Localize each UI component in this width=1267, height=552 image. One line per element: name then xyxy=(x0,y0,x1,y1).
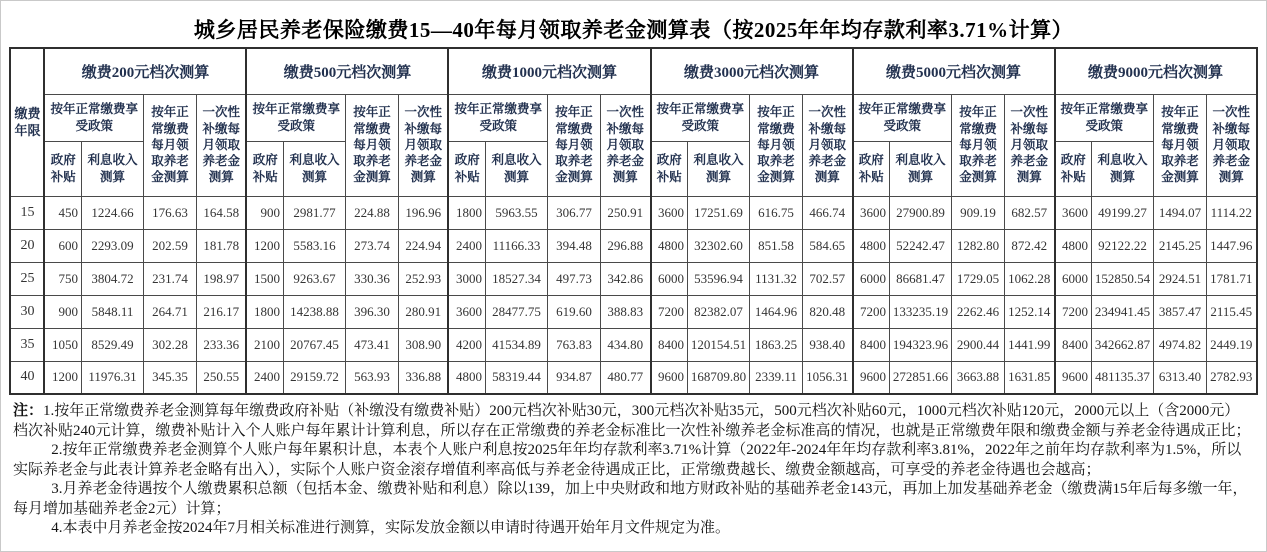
gov-subsidy-cell: 3000 xyxy=(448,262,485,295)
interest-income-cell: 234941.45 xyxy=(1092,295,1154,328)
note-prefix: 注： xyxy=(13,403,44,419)
monthly-pension-normal-cell: 2145.25 xyxy=(1154,229,1207,262)
interest-income-cell: 481135.37 xyxy=(1092,361,1154,394)
monthly-pension-lumpsum-cell: 388.83 xyxy=(600,295,650,328)
monthly-pension-normal-cell: 224.88 xyxy=(345,196,398,229)
policy-group-header: 按年正常缴费享受政策 xyxy=(651,94,750,141)
gov-subsidy-cell: 9600 xyxy=(1055,361,1092,394)
interest-income-header: 利息收入测算 xyxy=(81,141,143,196)
monthly-pension-lumpsum-cell: 164.58 xyxy=(196,196,246,229)
monthly-pension-lumpsum-cell: 196.96 xyxy=(398,196,448,229)
tier-header-5000: 缴费5000元档次测算 xyxy=(853,48,1055,94)
gov-subsidy-cell: 900 xyxy=(44,295,81,328)
interest-income-cell: 194323.96 xyxy=(890,328,952,361)
monthly-normal-header: 按年正常缴费每月领取养老金测算 xyxy=(1154,94,1207,196)
interest-income-header: 利息收入测算 xyxy=(485,141,547,196)
monthly-pension-normal-cell: 763.83 xyxy=(547,328,600,361)
gov-subsidy-cell: 1050 xyxy=(44,328,81,361)
monthly-lump-header: 一次性补缴每月领取养老金测算 xyxy=(398,94,448,196)
monthly-pension-normal-cell: 330.36 xyxy=(345,262,398,295)
gov-subsidy-cell: 7200 xyxy=(853,295,890,328)
interest-income-cell: 11976.31 xyxy=(81,361,143,394)
interest-income-cell: 133235.19 xyxy=(890,295,952,328)
table-row xyxy=(10,361,1256,394)
tier-header-3000: 缴费3000元档次测算 xyxy=(651,48,853,94)
monthly-pension-normal-cell: 563.93 xyxy=(345,361,398,394)
policy-group-header: 按年正常缴费享受政策 xyxy=(853,94,952,141)
policy-group-header: 按年正常缴费享受政策 xyxy=(246,94,345,141)
monthly-pension-lumpsum-cell: 584.65 xyxy=(803,229,853,262)
monthly-pension-lumpsum-cell: 1631.85 xyxy=(1005,361,1055,394)
gov-subsidy-cell: 4200 xyxy=(448,328,485,361)
monthly-lump-header: 一次性补缴每月领取养老金测算 xyxy=(1005,94,1055,196)
monthly-pension-normal-cell: 306.77 xyxy=(547,196,600,229)
gov-subsidy-cell: 1800 xyxy=(246,295,283,328)
monthly-pension-normal-cell: 6313.40 xyxy=(1154,361,1207,394)
monthly-pension-normal-cell: 396.30 xyxy=(345,295,398,328)
payment-years-cell: 40 xyxy=(10,361,44,394)
interest-income-cell: 9263.67 xyxy=(283,262,345,295)
monthly-pension-lumpsum-cell: 2782.93 xyxy=(1207,361,1257,394)
monthly-pension-lumpsum-cell: 252.93 xyxy=(398,262,448,295)
monthly-normal-header: 按年正常缴费每月领取养老金测算 xyxy=(952,94,1005,196)
interest-income-cell: 28477.75 xyxy=(485,295,547,328)
monthly-pension-normal-cell: 394.48 xyxy=(547,229,600,262)
interest-income-cell: 92122.22 xyxy=(1092,229,1154,262)
note-line-2: 2.按年正常缴费养老金测算个人账户每年累积计息，本表个人账户利息按2025年年均存款利率3.71%计算（2022年-2024年年均存款利率3.81%，2022年之前年均存款利率为1.5%，所以实际养老金与此表计算养老金略有出入），实际个人账户资金滚存增值利率高低与养老金待遇成正比，正常缴费越长、缴费金额越高，可享受的养老金待遇也会越高； xyxy=(13,442,1242,478)
interest-income-cell: 27900.89 xyxy=(890,196,952,229)
note-text-1: 1.按年正常缴费养老金测算每年缴费政府补贴（补缴没有缴费补贴）200元档次补贴30元，300元档次补贴35元，500元档次补贴60元，1000元档次补贴120元，2000元以上（含2000元）档次补贴240元计算，缴费补贴计入个人账户每年累计计算利息，所以存在正常缴费的养老金标准比一次性补缴养老金标准高的情况，也就是正常缴费年限和缴费金额与养老金待遇成正比； xyxy=(13,403,1251,439)
monthly-pension-lumpsum-cell: 1781.71 xyxy=(1207,262,1257,295)
gov-subsidy-cell: 450 xyxy=(44,196,81,229)
monthly-pension-normal-cell: 851.58 xyxy=(750,229,803,262)
interest-income-cell: 2293.09 xyxy=(81,229,143,262)
monthly-normal-header: 按年正常缴费每月领取养老金测算 xyxy=(143,94,196,196)
gov-subsidy-cell: 7200 xyxy=(1055,295,1092,328)
interest-income-cell: 5963.55 xyxy=(485,196,547,229)
interest-income-cell: 272851.66 xyxy=(890,361,952,394)
monthly-pension-lumpsum-cell: 820.48 xyxy=(803,295,853,328)
interest-income-cell: 82382.07 xyxy=(688,295,750,328)
monthly-pension-lumpsum-cell: 250.55 xyxy=(196,361,246,394)
monthly-pension-normal-cell: 2924.51 xyxy=(1154,262,1207,295)
interest-income-cell: 58319.44 xyxy=(485,361,547,394)
policy-group-header: 按年正常缴费享受政策 xyxy=(44,94,143,141)
interest-income-cell: 52242.47 xyxy=(890,229,952,262)
gov-subsidy-cell: 6000 xyxy=(651,262,688,295)
note-line-4: 4.本表中月养老金按2024年7月相关标准进行测算，实际发放金额以申请时待遇开始年月文件规定为准。 xyxy=(51,520,731,536)
table-header xyxy=(10,48,1256,196)
gov-subsidy-cell: 4800 xyxy=(448,361,485,394)
gov-subsidy-cell: 8400 xyxy=(1055,328,1092,361)
gov-subsidy-cell: 1500 xyxy=(246,262,283,295)
monthly-pension-normal-cell: 1282.80 xyxy=(952,229,1005,262)
payment-years-cell: 15 xyxy=(10,196,44,229)
tier-header-1000: 缴费1000元档次测算 xyxy=(448,48,650,94)
policy-group-header: 按年正常缴费享受政策 xyxy=(448,94,547,141)
interest-income-cell: 41534.89 xyxy=(485,328,547,361)
interest-income-cell: 53596.94 xyxy=(688,262,750,295)
monthly-normal-header: 按年正常缴费每月领取养老金测算 xyxy=(547,94,600,196)
monthly-pension-lumpsum-cell: 233.36 xyxy=(196,328,246,361)
pension-calculation-table xyxy=(9,47,1257,395)
monthly-pension-lumpsum-cell: 1056.31 xyxy=(803,361,853,394)
interest-income-cell: 342662.87 xyxy=(1092,328,1154,361)
monthly-pension-normal-cell: 302.28 xyxy=(143,328,196,361)
monthly-pension-lumpsum-cell: 872.42 xyxy=(1005,229,1055,262)
interest-income-cell: 86681.47 xyxy=(890,262,952,295)
gov-subsidy-cell: 3600 xyxy=(651,196,688,229)
interest-income-header: 利息收入测算 xyxy=(890,141,952,196)
monthly-lump-header: 一次性补缴每月领取养老金测算 xyxy=(196,94,246,196)
gov-subsidy-header: 政府补贴 xyxy=(1055,141,1092,196)
monthly-pension-normal-cell: 934.87 xyxy=(547,361,600,394)
monthly-pension-normal-cell: 1863.25 xyxy=(750,328,803,361)
monthly-pension-lumpsum-cell: 342.86 xyxy=(600,262,650,295)
gov-subsidy-cell: 4800 xyxy=(651,229,688,262)
gov-subsidy-cell: 9600 xyxy=(853,361,890,394)
interest-income-cell: 5583.16 xyxy=(283,229,345,262)
monthly-lump-header: 一次性补缴每月领取养老金测算 xyxy=(803,94,853,196)
note-line-1 xyxy=(13,402,1254,441)
gov-subsidy-header: 政府补贴 xyxy=(853,141,890,196)
gov-subsidy-cell: 9600 xyxy=(651,361,688,394)
gov-subsidy-cell: 3600 xyxy=(1055,196,1092,229)
monthly-lump-header: 一次性补缴每月领取养老金测算 xyxy=(1207,94,1257,196)
monthly-pension-lumpsum-cell: 682.57 xyxy=(1005,196,1055,229)
interest-income-header: 利息收入测算 xyxy=(283,141,345,196)
table-row xyxy=(10,262,1256,295)
interest-income-header: 利息收入测算 xyxy=(688,141,750,196)
footnotes xyxy=(13,402,1254,539)
gov-subsidy-header: 政府补贴 xyxy=(448,141,485,196)
monthly-pension-lumpsum-cell: 1062.28 xyxy=(1005,262,1055,295)
monthly-pension-normal-cell: 616.75 xyxy=(750,196,803,229)
note-line-3: 3.月养老金待遇按个人缴费累积总额（包括本金、缴费补贴和利息）除以139，加上中央财政和地方财政补贴的基础养老金143元，再加上加发基础养老金（缴费满15年后每多缴一年，每月增加基础养老金2元）计算； xyxy=(13,481,1248,517)
interest-income-cell: 2981.77 xyxy=(283,196,345,229)
monthly-pension-lumpsum-cell: 296.88 xyxy=(600,229,650,262)
interest-income-cell: 5848.11 xyxy=(81,295,143,328)
monthly-pension-lumpsum-cell: 250.91 xyxy=(600,196,650,229)
gov-subsidy-cell: 6000 xyxy=(853,262,890,295)
monthly-pension-normal-cell: 619.60 xyxy=(547,295,600,328)
gov-subsidy-cell: 8400 xyxy=(853,328,890,361)
gov-subsidy-cell: 7200 xyxy=(651,295,688,328)
interest-income-cell: 49199.27 xyxy=(1092,196,1154,229)
interest-income-cell: 1224.66 xyxy=(81,196,143,229)
tier-header-200: 缴费200元档次测算 xyxy=(44,48,246,94)
interest-income-cell: 3804.72 xyxy=(81,262,143,295)
interest-income-cell: 168709.80 xyxy=(688,361,750,394)
page-title: 城乡居民养老保险缴费15—40年每月领取养老金测算表（按2025年年均存款利率3.71%计算） xyxy=(193,18,1074,42)
monthly-normal-header: 按年正常缴费每月领取养老金测算 xyxy=(750,94,803,196)
interest-income-cell: 17251.69 xyxy=(688,196,750,229)
monthly-pension-lumpsum-cell: 2115.45 xyxy=(1207,295,1257,328)
table-body xyxy=(10,196,1256,394)
monthly-pension-lumpsum-cell: 2449.19 xyxy=(1207,328,1257,361)
interest-income-header: 利息收入测算 xyxy=(1092,141,1154,196)
monthly-pension-normal-cell: 909.19 xyxy=(952,196,1005,229)
monthly-pension-lumpsum-cell: 1441.99 xyxy=(1005,328,1055,361)
monthly-pension-lumpsum-cell: 1447.96 xyxy=(1207,229,1257,262)
interest-income-cell: 8529.49 xyxy=(81,328,143,361)
monthly-pension-lumpsum-cell: 702.57 xyxy=(803,262,853,295)
gov-subsidy-cell: 4800 xyxy=(1055,229,1092,262)
monthly-pension-normal-cell: 176.63 xyxy=(143,196,196,229)
monthly-pension-normal-cell: 497.73 xyxy=(547,262,600,295)
monthly-pension-normal-cell: 473.41 xyxy=(345,328,398,361)
gov-subsidy-cell: 8400 xyxy=(651,328,688,361)
tier-header-row xyxy=(10,48,1256,94)
monthly-pension-normal-cell: 2900.44 xyxy=(952,328,1005,361)
gov-subsidy-cell: 2100 xyxy=(246,328,283,361)
monthly-pension-lumpsum-cell: 280.91 xyxy=(398,295,448,328)
payment-years-cell: 20 xyxy=(10,229,44,262)
gov-subsidy-cell: 2400 xyxy=(448,229,485,262)
monthly-pension-lumpsum-cell: 480.77 xyxy=(600,361,650,394)
monthly-pension-normal-cell: 4974.82 xyxy=(1154,328,1207,361)
monthly-pension-normal-cell: 345.35 xyxy=(143,361,196,394)
interest-income-cell: 152850.54 xyxy=(1092,262,1154,295)
monthly-pension-normal-cell: 2339.11 xyxy=(750,361,803,394)
monthly-pension-lumpsum-cell: 308.90 xyxy=(398,328,448,361)
interest-income-cell: 11166.33 xyxy=(485,229,547,262)
interest-income-cell: 32302.60 xyxy=(688,229,750,262)
monthly-pension-lumpsum-cell: 938.40 xyxy=(803,328,853,361)
monthly-pension-normal-cell: 1729.05 xyxy=(952,262,1005,295)
interest-income-cell: 14238.88 xyxy=(283,295,345,328)
gov-subsidy-cell: 750 xyxy=(44,262,81,295)
interest-income-cell: 20767.45 xyxy=(283,328,345,361)
monthly-pension-lumpsum-cell: 336.88 xyxy=(398,361,448,394)
monthly-pension-lumpsum-cell: 1114.22 xyxy=(1207,196,1257,229)
monthly-pension-normal-cell: 1464.96 xyxy=(750,295,803,328)
table-row xyxy=(10,229,1256,262)
payment-years-cell: 35 xyxy=(10,328,44,361)
gov-subsidy-header: 政府补贴 xyxy=(44,141,81,196)
table-row xyxy=(10,196,1256,229)
gov-subsidy-cell: 900 xyxy=(246,196,283,229)
monthly-pension-lumpsum-cell: 434.80 xyxy=(600,328,650,361)
payment-years-cell: 30 xyxy=(10,295,44,328)
monthly-pension-normal-cell: 1131.32 xyxy=(750,262,803,295)
monthly-pension-normal-cell: 202.59 xyxy=(143,229,196,262)
monthly-pension-lumpsum-cell: 224.94 xyxy=(398,229,448,262)
gov-subsidy-cell: 6000 xyxy=(1055,262,1092,295)
monthly-pension-normal-cell: 264.71 xyxy=(143,295,196,328)
gov-subsidy-header: 政府补贴 xyxy=(246,141,283,196)
monthly-pension-lumpsum-cell: 198.97 xyxy=(196,262,246,295)
monthly-pension-normal-cell: 3663.88 xyxy=(952,361,1005,394)
tier-header-500: 缴费500元档次测算 xyxy=(246,48,448,94)
monthly-pension-normal-cell: 3857.47 xyxy=(1154,295,1207,328)
monthly-normal-header: 按年正常缴费每月领取养老金测算 xyxy=(345,94,398,196)
tier-header-9000: 缴费9000元档次测算 xyxy=(1055,48,1257,94)
monthly-pension-normal-cell: 273.74 xyxy=(345,229,398,262)
gov-subsidy-cell: 1200 xyxy=(246,229,283,262)
gov-subsidy-cell: 4800 xyxy=(853,229,890,262)
monthly-pension-lumpsum-cell: 466.74 xyxy=(803,196,853,229)
monthly-pension-lumpsum-cell: 216.17 xyxy=(196,295,246,328)
table-row xyxy=(10,295,1256,328)
policy-group-header: 按年正常缴费享受政策 xyxy=(1055,94,1154,141)
interest-income-cell: 29159.72 xyxy=(283,361,345,394)
monthly-pension-lumpsum-cell: 181.78 xyxy=(196,229,246,262)
gov-subsidy-cell: 2400 xyxy=(246,361,283,394)
gov-subsidy-cell: 600 xyxy=(44,229,81,262)
payment-years-cell: 25 xyxy=(10,262,44,295)
interest-income-cell: 120154.51 xyxy=(688,328,750,361)
gov-subsidy-cell: 1200 xyxy=(44,361,81,394)
table-row xyxy=(10,328,1256,361)
monthly-pension-normal-cell: 231.74 xyxy=(143,262,196,295)
gov-subsidy-cell: 1800 xyxy=(448,196,485,229)
interest-income-cell: 18527.34 xyxy=(485,262,547,295)
gov-subsidy-cell: 3600 xyxy=(448,295,485,328)
monthly-pension-normal-cell: 2262.46 xyxy=(952,295,1005,328)
gov-subsidy-cell: 3600 xyxy=(853,196,890,229)
monthly-pension-normal-cell: 1494.07 xyxy=(1154,196,1207,229)
monthly-lump-header: 一次性补缴每月领取养老金测算 xyxy=(600,94,650,196)
payment-years-header: 缴费年限 xyxy=(10,48,44,196)
monthly-pension-lumpsum-cell: 1252.14 xyxy=(1005,295,1055,328)
group-header-row xyxy=(10,94,1256,141)
gov-subsidy-header: 政府补贴 xyxy=(651,141,688,196)
